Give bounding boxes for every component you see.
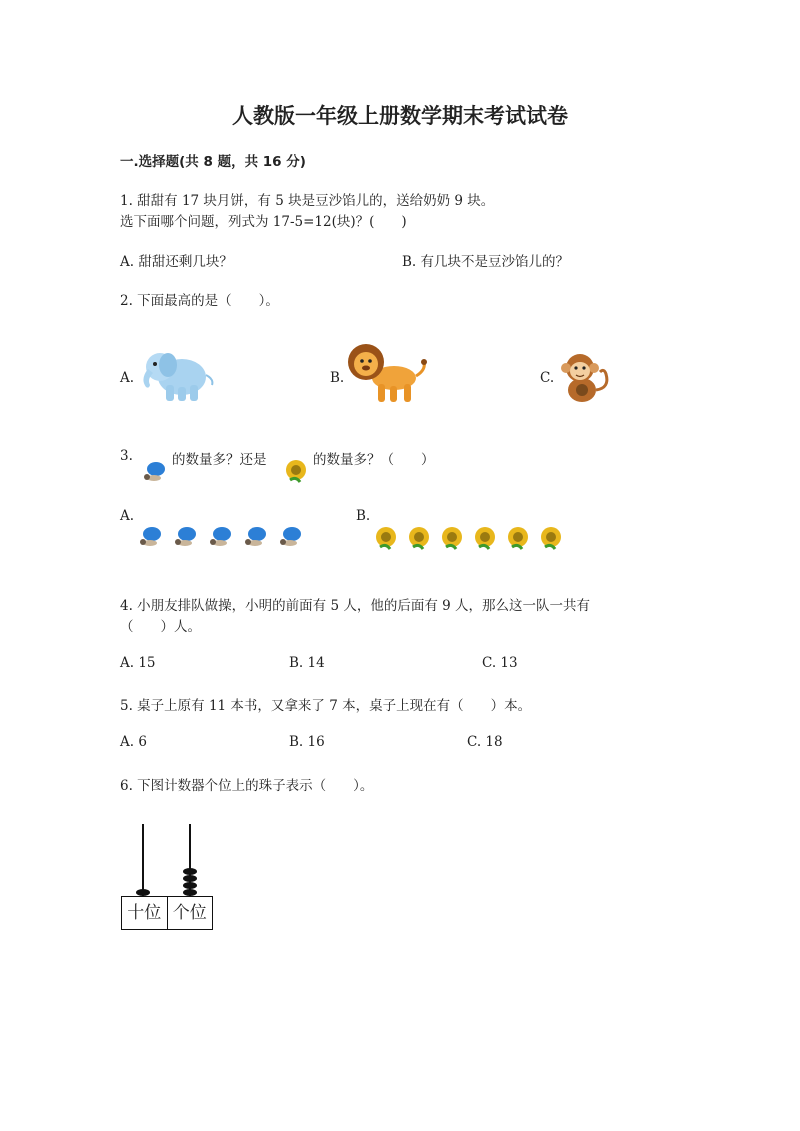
- tens-rod: [142, 824, 144, 896]
- question-2-option-a-label: A.: [120, 370, 135, 386]
- question-2-option-b-label: B.: [330, 370, 345, 386]
- tens-label: 十位: [122, 897, 168, 929]
- question-3-option-b-label: B.: [356, 508, 371, 524]
- question-4-line-2: （ ）人。: [120, 619, 201, 635]
- question-5-text: 5. 桌子上原有 11 本书，又拿来了 7 本，桌子上现在有（ ）本。: [120, 698, 532, 714]
- abacus-bead: [183, 868, 197, 875]
- question-4-option-c: C. 13: [482, 655, 518, 671]
- butterfly-icon: [173, 525, 199, 549]
- question-1-option-b: B. 有几块不是豆沙馅儿的？: [402, 254, 570, 270]
- question-5-option-c: C. 18: [467, 734, 503, 750]
- section-heading: 一.选择题(共 8 题，共 16 分): [120, 154, 306, 170]
- sunflower-icon: [506, 525, 530, 551]
- question-1-line-1: 1. 甜甜有 17 块月饼，有 5 块是豆沙馅儿的，送给奶奶 9 块。: [120, 193, 495, 209]
- question-3-text-part-2: 的数量多？（ ）: [313, 452, 435, 468]
- elephant-image: [138, 345, 218, 405]
- question-6-text: 6. 下图计数器个位上的珠子表示（ ）。: [120, 778, 374, 794]
- abacus-bead: [136, 889, 150, 896]
- question-3-number: 3.: [120, 448, 133, 464]
- question-4-option-a: A. 15: [120, 655, 156, 671]
- question-4-option-b: B. 14: [289, 655, 325, 671]
- abacus: [121, 824, 213, 930]
- sunflower-icon: [539, 525, 563, 551]
- sunflower-icon: [440, 525, 464, 551]
- butterfly-icon: [138, 525, 164, 549]
- sunflower-icon: [284, 458, 308, 484]
- sunflower-icon: [374, 525, 398, 551]
- question-3-text-part-1: 的数量多？还是: [172, 452, 267, 468]
- question-4-line-1: 4. 小朋友排队做操，小明的前面有 5 人，他的后面有 9 人，那么这一队一共有: [120, 598, 591, 614]
- question-1-option-a: A. 甜甜还剩几块？: [120, 254, 233, 270]
- question-5-option-a: A. 6: [120, 734, 147, 750]
- butterfly-icon: [243, 525, 269, 549]
- monkey-image: [556, 350, 612, 406]
- sunflower-icon: [407, 525, 431, 551]
- page-title: 人教版一年级上册数学期末考试试卷: [232, 104, 568, 128]
- abacus-bead: [183, 889, 197, 896]
- question-2-text: 2. 下面最高的是（ ）。: [120, 293, 279, 309]
- ones-label: 个位: [172, 903, 207, 923]
- butterfly-icon: [278, 525, 304, 549]
- question-3-option-a-label: A.: [120, 508, 135, 524]
- butterfly-icon: [208, 525, 234, 549]
- question-5-option-b: B. 16: [289, 734, 325, 750]
- question-2-option-c-label: C.: [540, 370, 555, 386]
- sunflower-icon: [473, 525, 497, 551]
- butterfly-icon: [142, 460, 168, 484]
- abacus-bead: [183, 882, 197, 889]
- lion-image: [346, 340, 430, 406]
- abacus-label-box: [121, 896, 213, 930]
- abacus-bead: [183, 875, 197, 882]
- question-1-line-2: 选下面哪个问题，列式为 17-5=12(块)？( ): [120, 214, 407, 230]
